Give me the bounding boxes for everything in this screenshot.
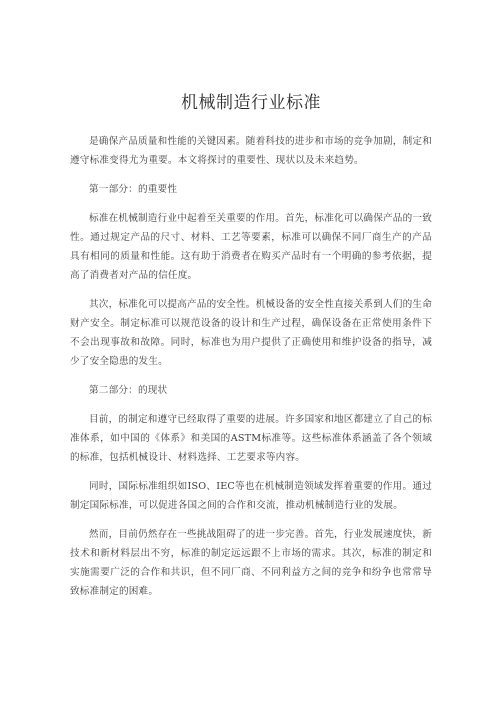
section2-paragraph-1: 目前，的制定和遵守已经取得了重要的进展。许多国家和地区都建立了自己的标准体系，如中国的《体系》和美国的ASTM标准等。这些标准体系涵盖了各个领域的标准，包括机械设计、材料选择、工艺要求等内容。: [70, 414, 432, 463]
section2-paragraph-3: 然而，目前仍然存在一些挑战阻碍了的进一步完善。首先，行业发展速度快，新技术和新材料层出不穷，标准的制定远远跟不上市场的需求。其次，标准的制定和实施需要广泛的合作和共识，但不同厂商、不同利益方之间的竞争和纷争也常常导致标准制定的困难。: [70, 529, 432, 597]
document-title: 机械制造行业标准: [181, 93, 321, 113]
section2-heading: 第二部分：的现状: [89, 385, 168, 396]
section1-paragraph-2: 其次，标准化可以提高产品的安全性。机械设备的安全性直接关系到人们的生命财产安全。制定标准可以规范设备的设计和生产过程，确保设备在正常使用条件下不会出现事故和故障。同时，标准也为用户提供了正确使用和维护设备的指导，减少了安全隐患的发生。: [70, 299, 432, 367]
section2-paragraph-2: 同时，国际标准组织如ISO、IEC等也在机械制造领域发挥着重要的作用。通过制定国际标准，可以促进各国之间的合作和交流，推动机械制造行业的发展。: [70, 481, 432, 511]
section1-paragraph-1: 标准在机械制造行业中起着至关重要的作用。首先，标准化可以确保产品的一致性。通过规定产品的尺寸、材料、工艺等要素，标准可以确保不同厂商生产的产品具有相同的质量和性能。这有助于消费者在购买产品时有一个明确的参考依据，提高了消费者对产品的信任度。: [70, 213, 432, 281]
intro-paragraph: 是确保产品质量和性能的关键因素。随着科技的进步和市场的竞争加剧，制定和遵守标准变得尤为重要。本文将探讨的重要性、现状以及未来趋势。: [70, 136, 432, 166]
section1-heading: 第一部分：的重要性: [89, 184, 178, 195]
